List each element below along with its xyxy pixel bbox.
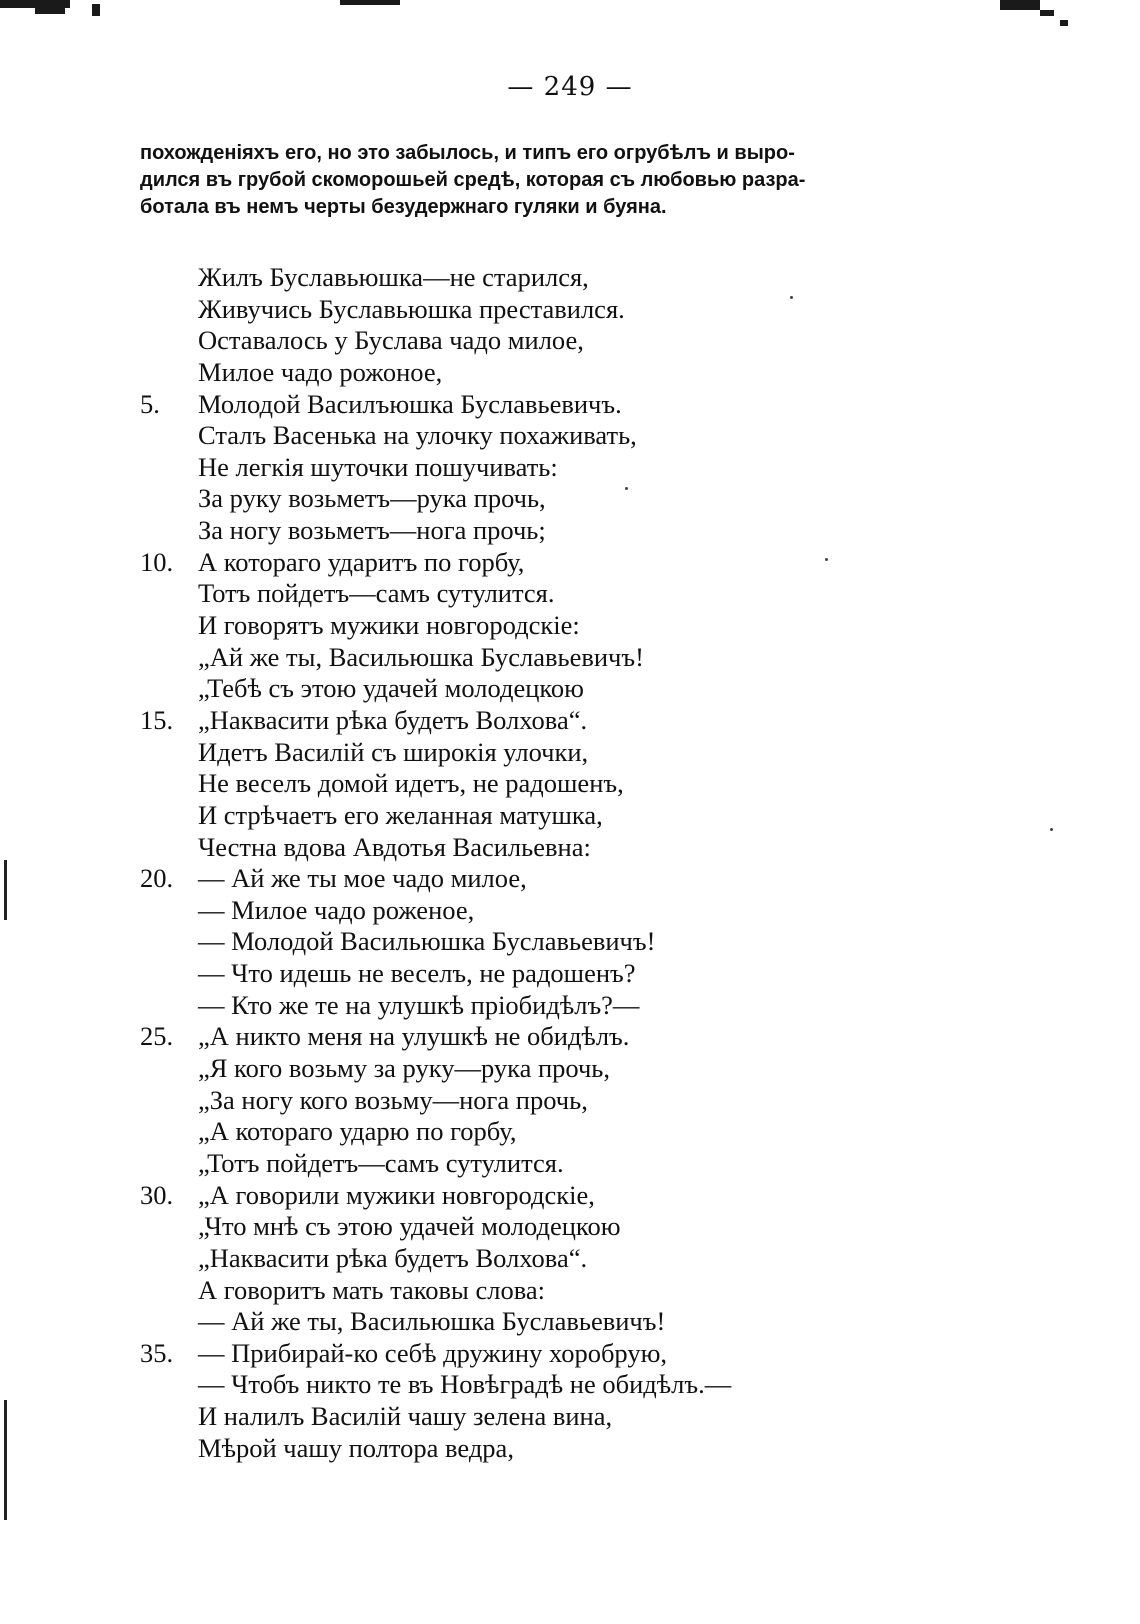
intro-line: дился въ грубой скоморошьей средѣ, которая съ любовью разра- (140, 169, 806, 191)
verse-line (140, 1306, 1040, 1338)
verse-line (140, 515, 1040, 547)
verse-line (140, 610, 1040, 642)
verse-line (140, 895, 1040, 927)
verse-line (140, 1148, 1040, 1180)
verse-text: — Ай же ты, Васильюшка Буславьевичъ! (198, 1306, 666, 1337)
verse-line (140, 1180, 1040, 1212)
verse-line (140, 1243, 1040, 1275)
verse-line (140, 768, 1040, 800)
verse-line (140, 642, 1040, 674)
verse-line (140, 1053, 1040, 1085)
verse-line (140, 1338, 1040, 1370)
intro-line: ботала въ немъ черты безудержнаго гуляки и буяна. (140, 196, 667, 218)
verse-line (140, 1085, 1040, 1117)
verse-line (140, 990, 1040, 1022)
verse-line (140, 389, 1040, 421)
verse-line (140, 1211, 1040, 1243)
verse-line (140, 1021, 1040, 1053)
verse-line (140, 832, 1040, 864)
verse-line (140, 452, 1040, 484)
verse-text: Не веселъ домой идетъ, не радошенъ, (198, 768, 624, 799)
verse-text: „Наквасити рѣка будетъ Волхова“. (198, 1242, 588, 1273)
verse-text: Молодой Василъюшка Буславьевичъ. (198, 388, 622, 419)
verse-line (140, 1433, 1040, 1465)
verse-line (140, 1401, 1040, 1433)
verse-text: — Прибирай-ко себѣ дружину хоробрую, (198, 1337, 668, 1368)
intro-line: похожденіяхъ его, но это забылось, и типъ его огрубѣлъ и выро- (140, 142, 795, 164)
verse-text: „Что мнѣ съ этою удачей молодецкою (198, 1211, 621, 1242)
verse-line (140, 294, 1040, 326)
verse-text: А говоритъ мать таковы слова: (198, 1274, 546, 1305)
verse-text: Милое чадо рожоное, (198, 356, 443, 387)
verse-line (140, 1369, 1040, 1401)
verse-number: 35. (140, 1337, 174, 1368)
verse-text: Живучись Буславьюшка преставился. (198, 293, 625, 324)
verse-text: „А говорили мужики новгородскіе, (198, 1179, 595, 1210)
verse-text: И стрѣчаетъ его желанная матушка, (198, 799, 603, 830)
verse-number: 10. (140, 546, 174, 577)
verse-text: Честна вдова Авдотья Васильевна: (198, 831, 591, 862)
verse-number: 5. (140, 388, 160, 419)
verse-number: 15. (140, 704, 174, 735)
verse-line (140, 483, 1040, 515)
verse-line (140, 420, 1040, 452)
verse-text: „Наквасити рѣка будетъ Волхова“. (198, 704, 588, 735)
verse-text: А котораго ударитъ по горбу, (198, 546, 525, 577)
verse-text: Идетъ Василій съ широкія улочки, (198, 736, 589, 767)
verse-number: 30. (140, 1179, 174, 1210)
verse-text: „Тебѣ съ этою удачей молодецкою (198, 673, 584, 704)
verse-text: И говорятъ мужики новгородскіе: (198, 610, 580, 641)
verse-number: 25. (140, 1021, 174, 1052)
verse-text: За руку возьметъ—рука прочь, (198, 483, 546, 514)
verse-text: Сталъ Васенька на улочку похаживать, (198, 420, 637, 451)
verse-line (140, 578, 1040, 610)
verse-text: За ногу возьметъ—нога прочь; (198, 515, 546, 546)
verse-text: Жилъ Буславьюшка—не старился, (198, 262, 589, 292)
verse-line (140, 737, 1040, 769)
poem (140, 262, 1040, 1464)
verse-line (140, 1275, 1040, 1307)
verse-text: Не легкія шуточки пошучивать: (198, 451, 558, 482)
verse-line (140, 262, 1040, 294)
verse-text: „А никто меня на улушкѣ не обидѣлъ. (198, 1021, 630, 1052)
verse-line (140, 357, 1040, 389)
verse-line (140, 1116, 1040, 1148)
verse-text: — Кто же те на улушкѣ пріобидѣлъ?— (198, 989, 640, 1020)
verse-text: Тотъ пойдетъ—самъ сутулится. (198, 578, 555, 609)
verse-line (140, 673, 1040, 705)
verse-text: — Милое чадо роженое, (198, 894, 475, 925)
scan-edge-mark (4, 860, 7, 920)
verse-text: — Молодой Васильюшка Буславьевичъ! (198, 926, 656, 957)
verse-line (140, 926, 1040, 958)
verse-line (140, 547, 1040, 579)
verse-line (140, 958, 1040, 990)
verse-text: И налилъ Василій чашу зелена вина, (198, 1401, 613, 1432)
verse-text: Мѣрой чашу полтора ведра, (198, 1432, 514, 1463)
verse-text: — Ай же ты мое чадо милое, (198, 863, 527, 894)
verse-text: — Что идешь не веселъ, не радошенъ? (198, 958, 636, 989)
verse-text: „Ай же ты, Васильюшка Буславьевичъ! (198, 641, 644, 672)
verse-line (140, 863, 1040, 895)
verse-number: 20. (140, 863, 174, 894)
verse-text: — Чтобъ никто те въ Новѣградѣ не обидѣлъ.— (198, 1369, 732, 1400)
verse-line (140, 705, 1040, 737)
scan-speck (1050, 828, 1053, 831)
verse-text: „За ногу кого возьму—нога прочь, (198, 1084, 588, 1115)
verse-line (140, 800, 1040, 832)
verse-text: „Тотъ пойдетъ—самъ сутулится. (198, 1147, 564, 1178)
intro-paragraph (140, 140, 880, 221)
scan-artifacts (0, 0, 1140, 30)
scan-edge-mark (4, 1400, 7, 1520)
verse-text: Оставалось у Буслава чадо милое, (198, 325, 584, 356)
verse-line (140, 325, 1040, 357)
page-number: — 249 — (507, 72, 633, 102)
verse-text: „Я кого возьму за руку—рука прочь, (198, 1053, 611, 1084)
verse-text: „А котораго ударю по горбу, (198, 1116, 517, 1147)
